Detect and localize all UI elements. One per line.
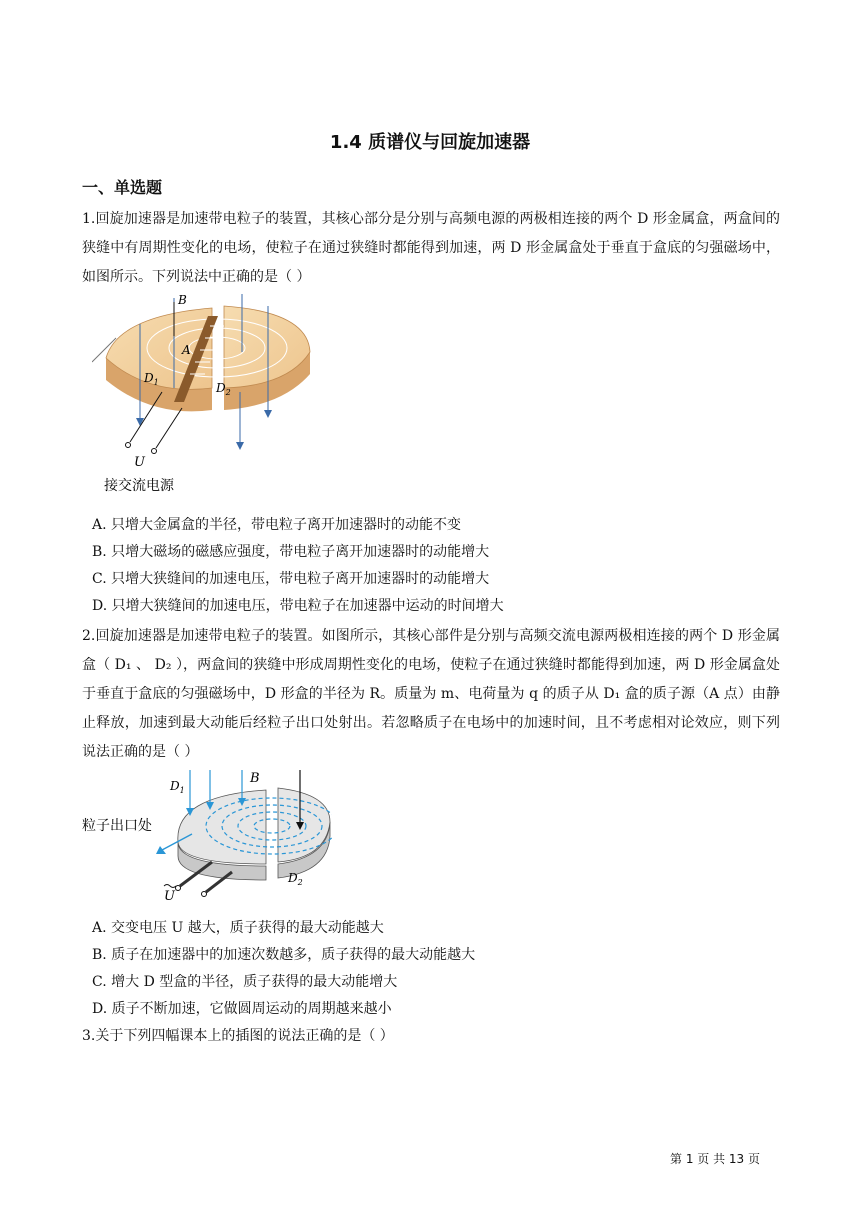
label-u: U <box>134 455 145 470</box>
cyclotron-figure-2 <box>82 764 332 900</box>
label-u: U <box>164 889 175 900</box>
label-d1: $D_1$ <box>144 371 159 387</box>
page-title: 1.4 质谱仪与回旋加速器 <box>329 132 531 153</box>
label-a: A <box>182 343 191 357</box>
exit-label: 粒子出口处 <box>82 818 152 834</box>
label-d2: $D_2$ <box>288 871 303 887</box>
question-1-text: 1.回旋加速器是加速带电粒子的装置，其核心部分是分别与高频电源的两极相连接的两个 D 形金属盒，两盒间的狭缝中有周期性变化的电场，使粒子在通过狭缝时都能得到加速，两 D 形金属盒处于垂直于盒底的匀强磁场中，如图所示。下列说法中正确的是（ ） <box>82 211 780 285</box>
question-2-option-c[interactable]: C. 增大 D 型盒的半径，质子获得的最大动能增大 <box>92 974 398 990</box>
label-b: B <box>250 771 260 786</box>
section-heading: 一、单选题 <box>82 178 163 197</box>
question-2-option-d[interactable]: D. 质子不断加速，它做圆周运动的周期越来越小 <box>92 1001 392 1017</box>
question-2-text: 2.回旋加速器是加速带电粒子的装置。如图所示，其核心部件是分别与高频交流电源两极相连接的两个 D 形金属盒（ D₁ 、 D₂ ），两盒间的狭缝中形成周期性变化的电场，使粒子在通过狭缝时都能得到加速，两 D 形金属盒处于垂直于盒底的匀强磁场中，D 形盒的半径为 R。质量为 m、电荷量为 q 的质子从 D₁ 盒的质子源（A 点）由静止释放，加速到最大动能后经粒子出口处射出。若忽略质子在电场中的加速时间，且不考虑相对论效应，则下列说法正确的是（ ） <box>82 628 780 760</box>
question-1-option-d[interactable]: D. 只增大狭缝间的加速电压，带电粒子在加速器中运动的时间增大 <box>92 598 504 614</box>
question-3-text: 3.关于下列四幅课本上的插图的说法正确的是（ ） <box>82 1028 394 1044</box>
label-d2: $D_2$ <box>216 381 231 397</box>
label-d1: $D_1$ <box>170 779 185 795</box>
question-2-option-b[interactable]: B. 质子在加速器中的加速次数越多，质子获得的最大动能越大 <box>92 947 476 963</box>
label-b: B <box>178 293 187 307</box>
figure-caption: 接交流电源 <box>104 478 174 494</box>
question-1-option-b[interactable]: B. 只增大磁场的磁感应强度，带电粒子离开加速器时的动能增大 <box>92 544 490 560</box>
question-1-option-c[interactable]: C. 只增大狭缝间的加速电压，带电粒子离开加速器时的动能增大 <box>92 571 490 587</box>
question-2-option-a[interactable]: A. 交变电压 U 越大，质子获得的最大动能越大 <box>92 920 384 936</box>
cyclotron-figure-1 <box>92 292 322 498</box>
question-1-option-a[interactable]: A. 只增大金属盒的半径，带电粒子离开加速器时的动能不变 <box>92 517 462 533</box>
page-footer: 第 1 页 共 13 页 <box>670 1152 760 1166</box>
